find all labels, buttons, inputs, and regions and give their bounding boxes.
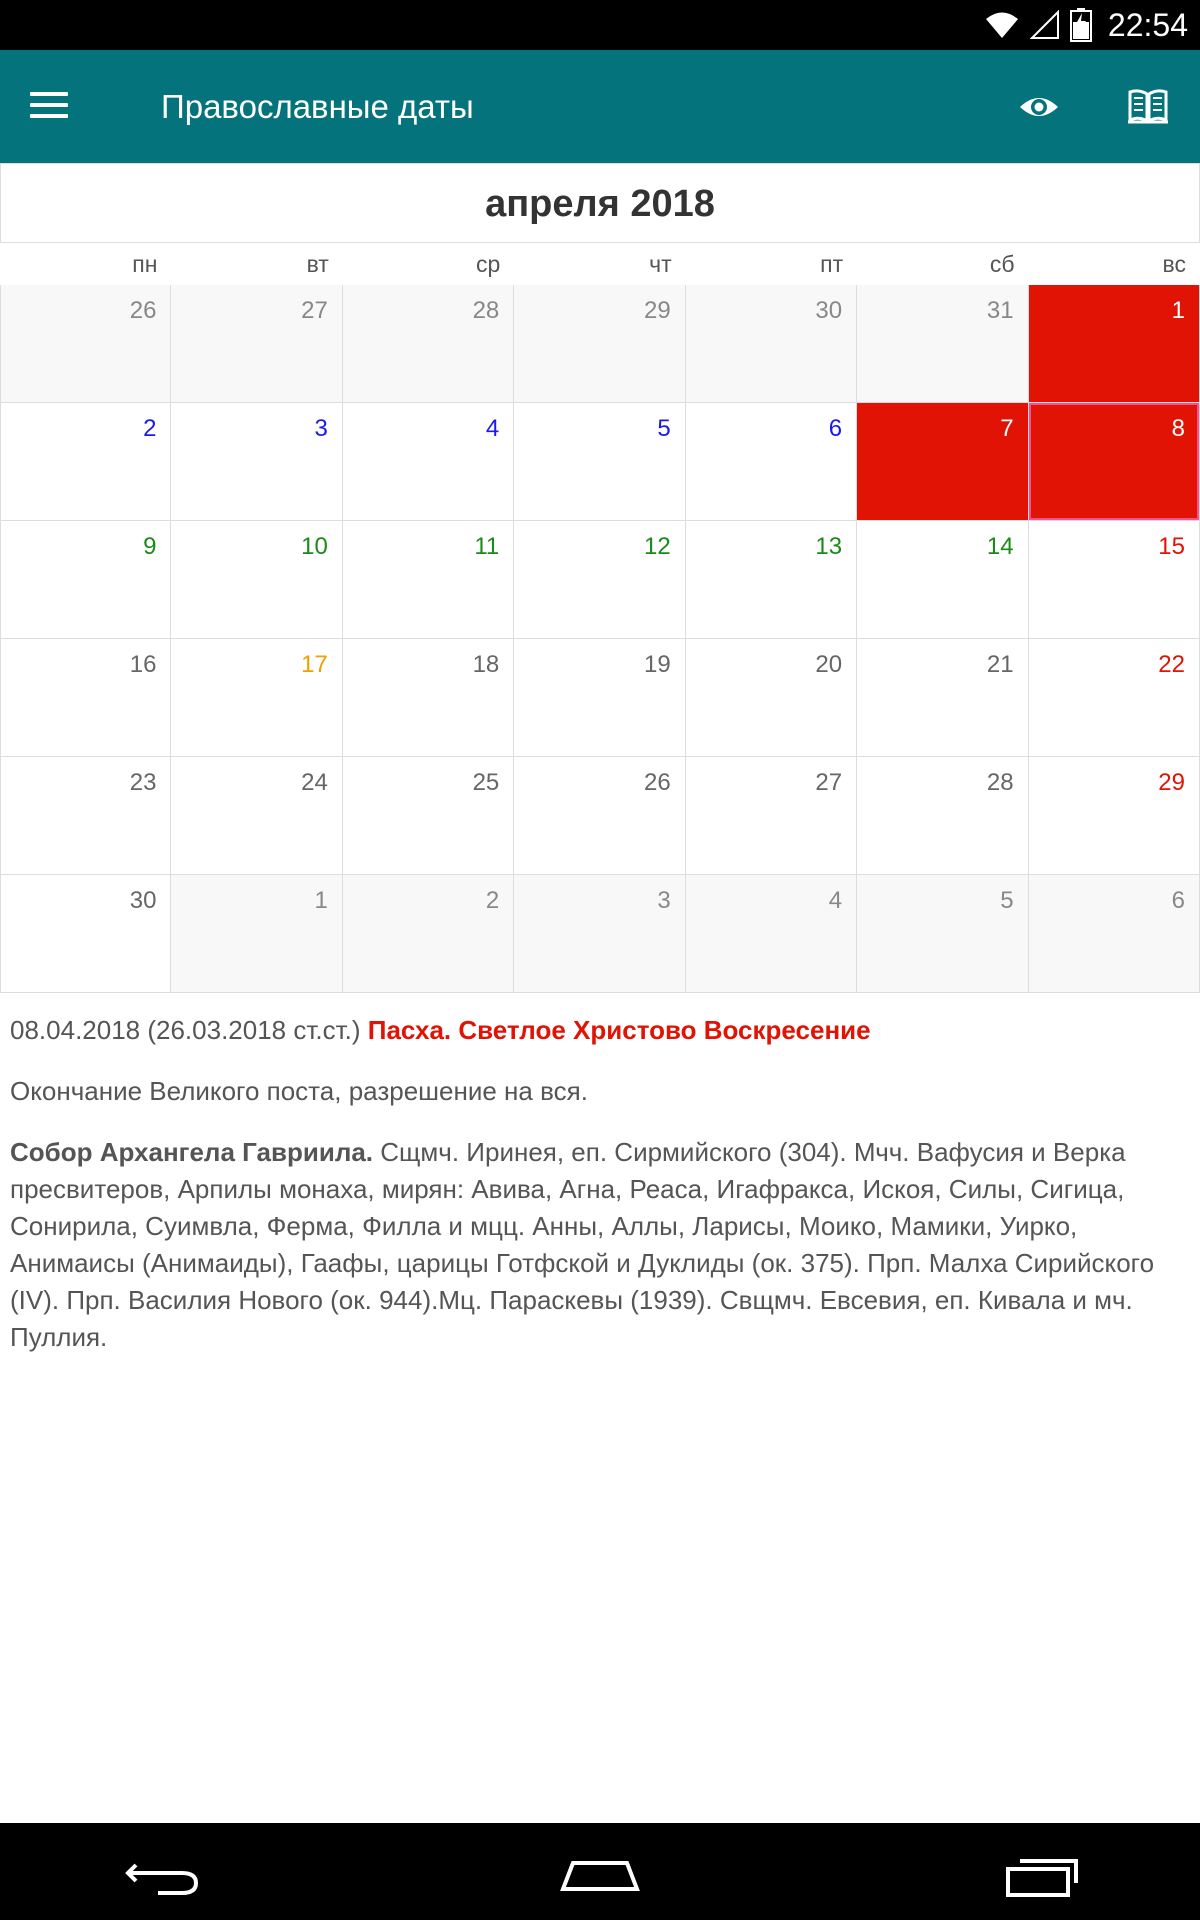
- app-bar: [0, 50, 1200, 163]
- calendar-day[interactable]: 5: [857, 875, 1028, 993]
- calendar-day[interactable]: 1: [171, 875, 342, 993]
- calendar-day[interactable]: 18: [343, 639, 514, 757]
- battery-icon: [1070, 8, 1092, 42]
- month-title: апреля 2018: [0, 163, 1200, 242]
- calendar-day[interactable]: 4: [686, 875, 857, 993]
- signal-icon: [1030, 10, 1060, 40]
- calendar-day[interactable]: 9: [0, 521, 171, 639]
- calendar-day[interactable]: 14: [857, 521, 1028, 639]
- status-bar: [0, 0, 1200, 50]
- calendar-day[interactable]: 7: [857, 403, 1028, 521]
- weekday-label: ср: [475, 251, 501, 277]
- app-title: Православные даты: [161, 88, 474, 125]
- status-time: 22:54: [1107, 6, 1188, 43]
- calendar-day[interactable]: 27: [171, 285, 342, 403]
- calendar-day[interactable]: 22: [1029, 639, 1200, 757]
- calendar-day[interactable]: 17: [171, 639, 342, 757]
- fasting-note: Окончание Великого поста, разрешение на вся.: [10, 1076, 588, 1106]
- calendar-day[interactable]: 2: [0, 403, 171, 521]
- calendar-day[interactable]: 26: [0, 285, 171, 403]
- calendar-day[interactable]: 10: [171, 521, 342, 639]
- calendar-day[interactable]: 1: [1029, 285, 1200, 403]
- calendar-day[interactable]: 12: [514, 521, 685, 639]
- date-line: [10, 1012, 1190, 1049]
- calendar-day[interactable]: 21: [857, 639, 1028, 757]
- status-icons: [984, 0, 1188, 50]
- calendar-day[interactable]: 19: [514, 639, 685, 757]
- calendar-day[interactable]: 28: [857, 757, 1028, 875]
- calendar-day[interactable]: 16: [0, 639, 171, 757]
- weekday-label: пт: [820, 251, 844, 277]
- nav-bar: [0, 1823, 1200, 1920]
- calendar-day[interactable]: 27: [686, 757, 857, 875]
- wifi-icon: [984, 10, 1020, 40]
- weekday-label: пн: [132, 251, 158, 277]
- calendar-day[interactable]: 4: [343, 403, 514, 521]
- calendar-day[interactable]: 3: [171, 403, 342, 521]
- calendar-day[interactable]: 25: [343, 757, 514, 875]
- calendar-day[interactable]: 29: [1029, 757, 1200, 875]
- saints-paragraph: [10, 1134, 1190, 1356]
- calendar-day[interactable]: 2: [343, 875, 514, 993]
- calendar-day[interactable]: 3: [514, 875, 685, 993]
- calendar-day[interactable]: 26: [514, 757, 685, 875]
- calendar-day[interactable]: 8: [1029, 403, 1200, 521]
- date-text: 08.04.2018 (26.03.2018 ст.ст.): [10, 1015, 368, 1045]
- calendar-day[interactable]: 28: [343, 285, 514, 403]
- calendar: [0, 163, 1200, 993]
- book-icon[interactable]: [1126, 84, 1170, 128]
- day-description: [10, 1012, 1190, 1380]
- calendar-day[interactable]: 6: [1029, 875, 1200, 993]
- weekday-label: вт: [306, 251, 329, 277]
- calendar-day[interactable]: 13: [686, 521, 857, 639]
- calendar-day[interactable]: 6: [686, 403, 857, 521]
- recents-icon[interactable]: [1000, 1843, 1090, 1903]
- saints-lead: Собор Архангела Гавриила.: [10, 1137, 374, 1167]
- saints-text: Сщмч. Иринея, еп. Сирмийского (304). Мчч. Вафусия и Верка пресвитеров, Арпилы монаха, мирян: Авива, Агна, Реаса, Игафракса, Искоя, Силы, Сигица, Сонирила, Суимвла, Ферма, Филла и мцц. Анны, Аллы, Ларисы, Моико, Мамики, Уирко, Анимаисы (Анимаиды), Гаафы, царицы Готфской и Дуклиды (ок. 375). Прп. Малха Сирийского (IV). Прп. Василия Нового (ок. 944).Мц. Параскевы (1939). Свщмч. Евсевия, еп. Кивала и мч. Пуллия.: [10, 1137, 1155, 1352]
- calendar-day[interactable]: 15: [1029, 521, 1200, 639]
- calendar-day[interactable]: 31: [857, 285, 1028, 403]
- eye-icon[interactable]: [1017, 85, 1061, 129]
- back-icon[interactable]: [118, 1843, 208, 1903]
- calendar-day[interactable]: 20: [686, 639, 857, 757]
- weekday-label: вс: [1162, 251, 1186, 277]
- calendar-day[interactable]: 30: [0, 875, 171, 993]
- weekday-label: сб: [989, 251, 1015, 277]
- weekday-label: чт: [649, 251, 672, 277]
- calendar-grid: [0, 285, 1200, 993]
- calendar-day[interactable]: 5: [514, 403, 685, 521]
- calendar-day[interactable]: 30: [686, 285, 857, 403]
- home-icon[interactable]: [555, 1843, 645, 1903]
- calendar-day[interactable]: 29: [514, 285, 685, 403]
- weekday-row: [0, 242, 1200, 286]
- calendar-day[interactable]: 23: [0, 757, 171, 875]
- calendar-day[interactable]: 24: [171, 757, 342, 875]
- menu-icon[interactable]: [30, 86, 70, 126]
- feast-title: Пасха. Светлое Христово Воскресение: [367, 1015, 871, 1045]
- calendar-day[interactable]: 11: [343, 521, 514, 639]
